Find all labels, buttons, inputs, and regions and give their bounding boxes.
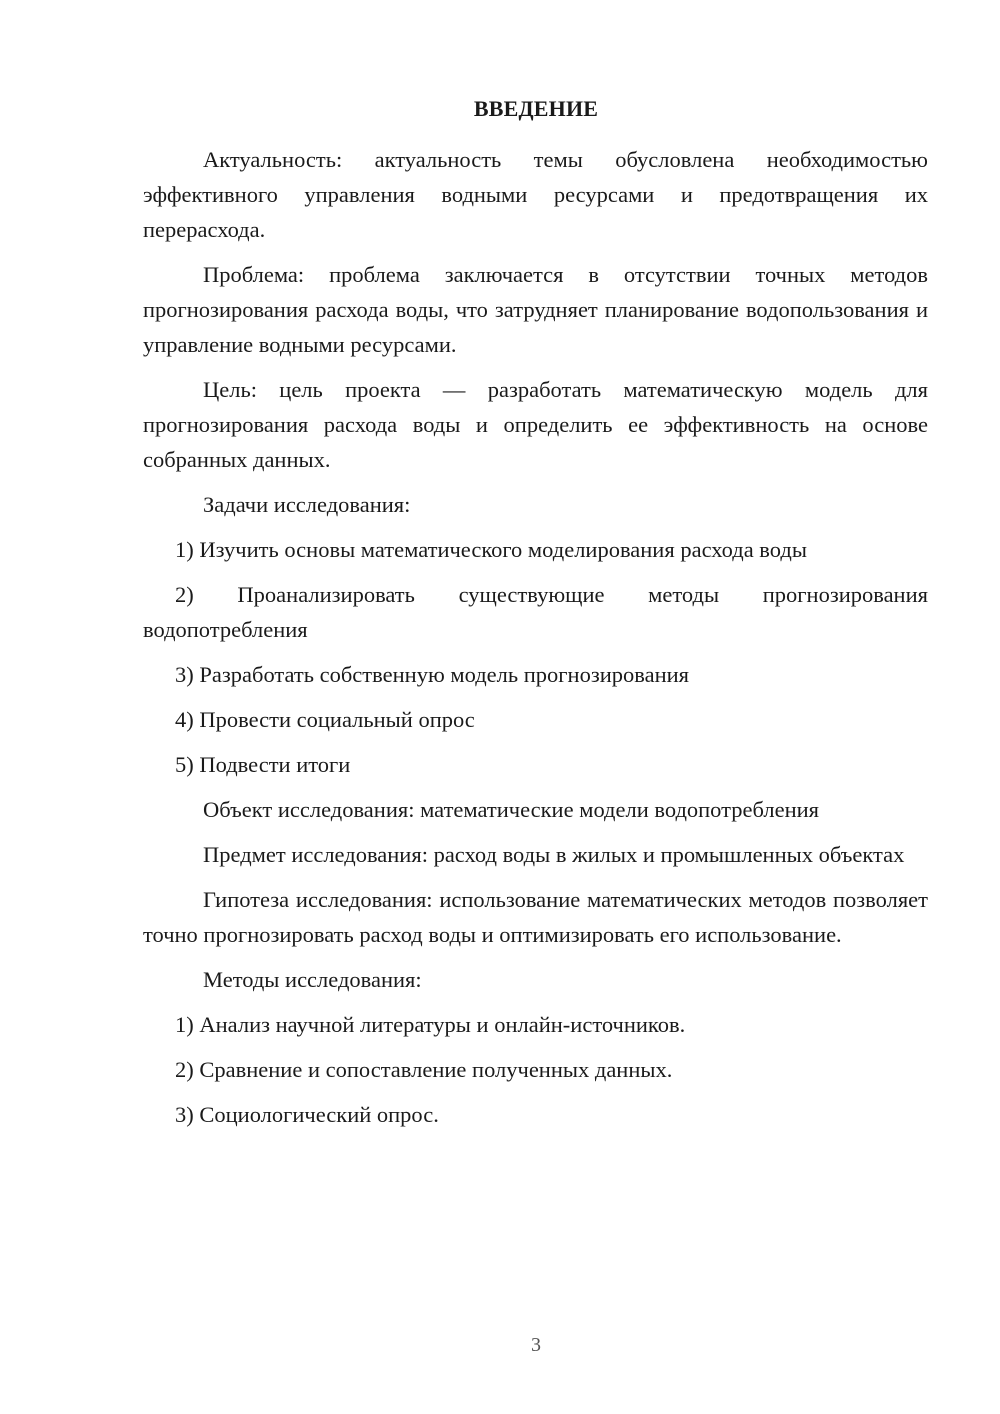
list-item-task-3: 3) Разработать собственную модель прогнозирования [175,662,689,687]
list-item-method-2: 2) Сравнение и сопоставление полученных данных. [175,1057,673,1082]
paragraph-problem: Проблема: проблема заключается в отсутствии точных методов прогнозирования расхода воды, что затрудняет планирование водопользования и управление водными ресурсами. [143,262,928,357]
paragraph-methods-heading: Методы исследования: [203,967,422,992]
paragraph-goal: Цель: цель проекта — разработать математическую модель для прогнозирования расхода воды и определить ее эффективность на основе собранных данных. [143,377,928,472]
paragraph-hypothesis: Гипотеза исследования: использование математических методов позволяет точно прогнозировать расход воды и оптимизировать его использование. [143,887,928,947]
list-item-task-4: 4) Провести социальный опрос [175,707,475,732]
paragraph-tasks-heading: Задачи исследования: [203,492,411,517]
list-item-method-1: 1) Анализ научной литературы и онлайн-источников. [175,1012,686,1037]
page-title: ВВЕДЕНИЕ [473,96,599,121]
paragraph-subject: Предмет исследования: расход воды в жилых и промышленных объектах [203,842,905,867]
document-body [143,142,928,1142]
page-number: 3 [531,1334,541,1356]
list-item-task-5: 5) Подвести итоги [175,752,351,777]
list-item-task-2: 2) Проанализировать существующие методы прогнозирования водопотребления [143,582,928,642]
paragraph-object: Объект исследования: математические модели водопотребления [203,797,820,822]
list-item-method-3: 3) Социологический опрос. [175,1102,439,1127]
paragraph-relevance: Актуальность: актуальность темы обусловлена необходимостью эффективного управления водными ресурсами и предотвращения их перерасхода. [143,147,928,242]
list-item-task-1: 1) Изучить основы математического моделирования расхода воды [175,537,807,562]
